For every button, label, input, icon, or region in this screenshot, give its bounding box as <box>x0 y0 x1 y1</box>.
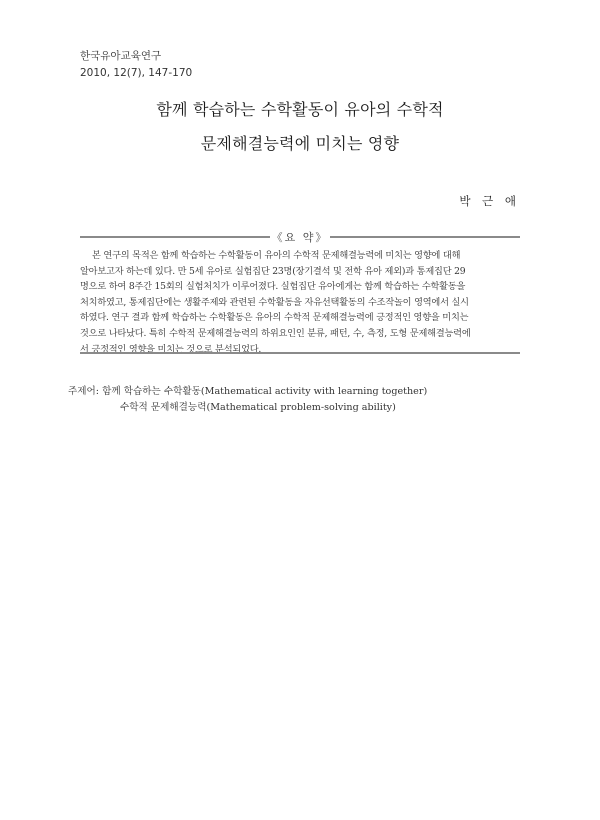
abstract-heading: 《요 약》 <box>271 231 329 244</box>
journal-citation: 2010, 12(7), 147-170 <box>80 67 193 79</box>
abstract-line: 본 연구의 목적은 함께 학습하는 수학활동이 유아의 수학적 문제해결능력에 미치는 영향에 대해 <box>92 250 461 261</box>
keywords-row-1 <box>68 384 427 400</box>
abstract-line: 것으로 나타났다. 특히 수학적 문제해결능력의 하위요인인 분류, 패턴, 수, 측정, 도형 문제해결능력에 <box>80 327 471 339</box>
abstract-line: 처치하였고, 통제집단에는 생활주제와 관련된 수학활동을 자유선택활동의 수조작놀이 영역에서 실시 <box>80 296 469 308</box>
author-name: 박 근 애 <box>459 194 520 208</box>
abstract-line: 서 긍정적인 영향을 미치는 것으로 분석되었다. <box>80 343 262 355</box>
abstract-line: 알아보고자 하는데 있다. 만 5세 유아로 실험집단 23명(장기결석 및 전학 유아 제외)과 통제집단 29 <box>80 265 466 277</box>
journal-name: 한국유아교육연구 <box>80 50 162 62</box>
keyword-item: 수학적 문제해결능력(Mathematical problem-solving ability) <box>120 402 396 413</box>
paper-title-line-1: 함께 학습하는 수학활동이 유아의 수학적 <box>156 100 444 119</box>
abstract-line: 명으로 하여 8주간 15회의 실험처치가 이루어졌다. 실험집단 유아에게는 함께 학습하는 수학활동을 <box>80 281 466 293</box>
keywords-label: 주제어: <box>68 386 100 397</box>
keywords-row-2 <box>68 400 427 416</box>
abstract-body <box>80 248 520 357</box>
abstract-line: 하였다. 연구 결과 함께 학습하는 수학활동은 유아의 수학적 문제해결능력에 긍정적인 영향을 미치는 <box>80 312 469 324</box>
keywords-block <box>68 384 427 416</box>
keyword-item: 함께 학습하는 수학활동(Mathematical activity with learning together) <box>102 386 428 397</box>
abstract-bottom-rule <box>80 352 520 354</box>
journal-header <box>80 48 192 82</box>
paper-title-line-2: 문제해결능력에 미치는 영향 <box>200 134 400 153</box>
